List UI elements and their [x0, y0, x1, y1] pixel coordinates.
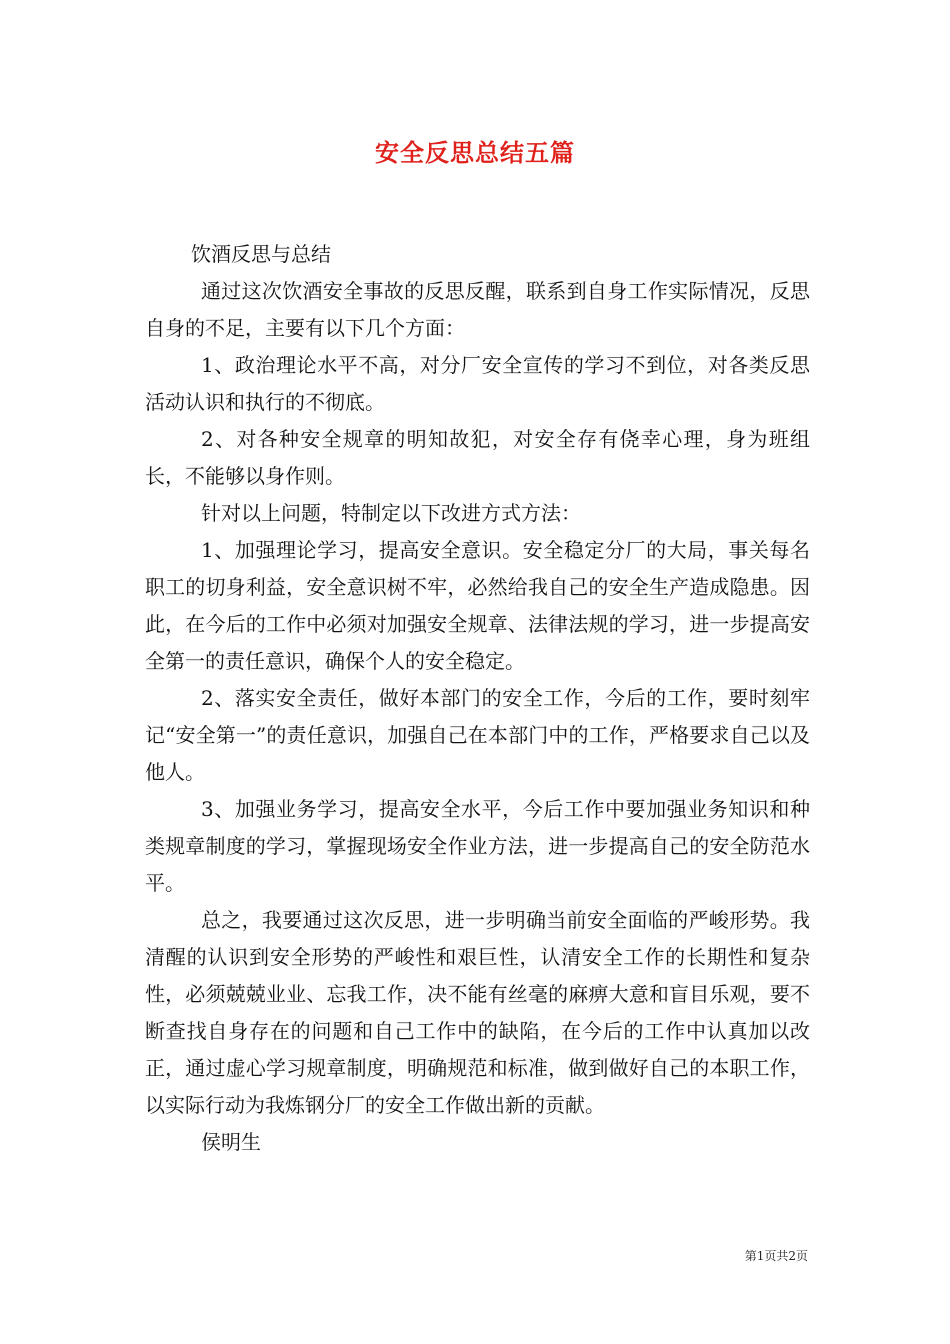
paragraph-measure-1: 1、加强理论学习，提高安全意识。安全稳定分厂的大局，事关每名职工的切身利益，安全意识树不牢，必然给我自己的安全生产造成隐患。因此，在今后的工作中必须对加强安全规章、法律法规的学习，进一步提高安全第一的责任意识，确保个人的安全稳定。 [145, 538, 810, 673]
paragraph-measure-3: 3、加强业务学习，提高安全水平，今后工作中要加强业务知识和种类规章制度的学习，掌握现场安全作业方法，进一步提高自己的安全防范水平。 [145, 797, 810, 895]
paragraph-problem-1: 1、政治理论水平不高，对分厂安全宣传的学习不到位，对各类反思活动认识和执行的不彻底。 [145, 353, 810, 414]
page-number-footer: 第1页共2页 [744, 1249, 808, 1263]
paragraph-conclusion: 总之，我要通过这次反思，进一步明确当前安全面临的严峻形势。我清醒的认识到安全形势的严峻性和艰巨性，认清安全工作的长期性和复杂性，必须兢兢业业、忘我工作，决不能有丝毫的麻痹大意和盲目乐观，要不断查找自身存在的问题和自己工作中的缺陷，在今后的工作中认真加以改正，通过虚心学习规章制度，明确规范和标准，做到做好自己的本职工作，以实际行动为我炼钢分厂的安全工作做出新的贡献。 [145, 908, 810, 1117]
author-signature: 侯明生 [201, 1130, 261, 1154]
paragraph-measures-intro: 针对以上问题，特制定以下改进方式方法： [201, 501, 581, 525]
section-heading: 饮酒反思与总结 [191, 242, 331, 266]
document-body [145, 236, 810, 1161]
paragraph-problem-2: 2、对各种安全规章的明知故犯，对安全存有侥幸心理，身为班组长，不能够以身作则。 [145, 427, 810, 488]
document-title: 安全反思总结五篇 [375, 138, 575, 167]
paragraph-measure-2: 2、落实安全责任，做好本部门的安全工作，今后的工作，要时刻牢记“安全第一”的责任意识，加强自己在本部门中的工作，严格要求自己以及他人。 [145, 686, 810, 784]
paragraph-intro: 通过这次饮酒安全事故的反思反醒，联系到自身工作实际情况，反思自身的不足，主要有以下几个方面： [145, 279, 810, 340]
